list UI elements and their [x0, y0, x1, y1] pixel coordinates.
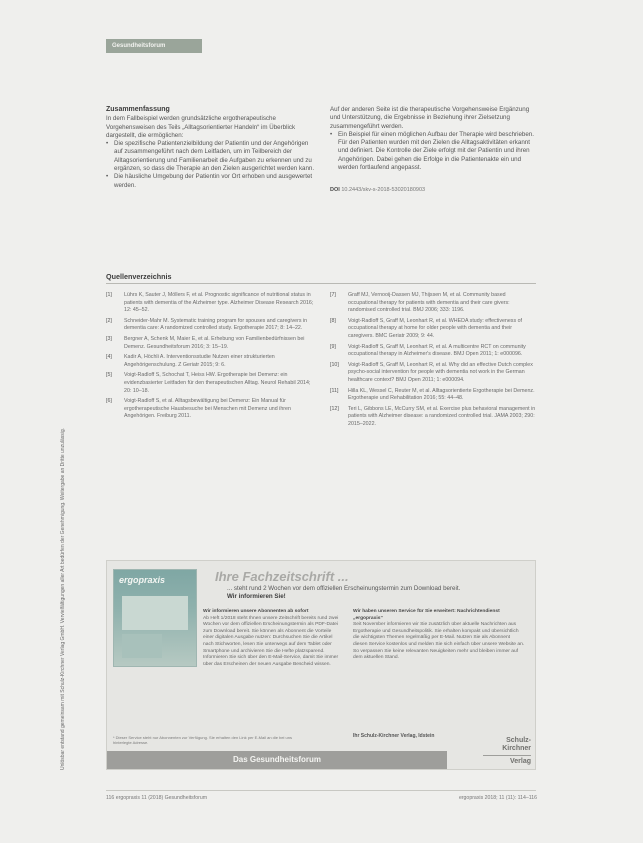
- summary-bullet: • Die spezifische Patientenzielbildung der Patientin und der Angehörigen auf zusammengeführt nach dem Leitfaden, um im Teilbereich der Alltagsorientierung und Familienarbeit die Aufgaben zu erkennen und zu ergänzen, so dass die Therapie an den Zielen ausgerichtet werden kann.: [106, 140, 316, 173]
- references-left: [106, 292, 316, 424]
- summary-left-column: [106, 106, 316, 190]
- ad-right-body: Seit November informieren wir Sie zusätzlich über aktuelle Nachrichten aus Ergotherapie und Gesundheitspolitik. Sie erhalten kompakt und übersichtlich die wichtigsten Themen regelmäßig per E-Mail. Nutzen Sie als Abonnent diesen Service kostenlos und melden Sie sich einfach über unsere Website an. So verpassen Sie keine relevanten Neuigkeiten mehr und bleiben immer auf dem aktuellen Stand.: [353, 622, 525, 661]
- reference-text: Voigt-Radloff S, Graff M, Leonhart R, et al. WHEDA study: effectiveness of occupational therapy at home for older people with dementia and their caregivers. BMC Geriatr 2009; 9: 44.: [348, 317, 522, 339]
- reference-text: Kadir A, Höchli A. Interventionsstudie Nutzen einer strukturierten Angehörigenschulung. Z Geriatr 2015; 9: 6.: [124, 354, 275, 368]
- reference-number: [12]: [330, 405, 339, 412]
- summary-col2-text: Auf der anderen Seite ist die therapeutische Vorgehensweise Ergänzung und Unterstützung, die Ergebnisse in Beziehung ihrer Zielsetzung zusammengeführt werden.: [330, 106, 530, 130]
- ad-right-text: [353, 609, 525, 662]
- reference-text: Voigt-Radloff S, et al. Alltagsbewältigung bei Demenz: Ein Manual für ergotherapeutische Hausbesuche bei Menschen mit Demenz und ihren Angehörigen. Freiburg 2011.: [124, 398, 291, 420]
- cover-photo-block: [122, 596, 188, 630]
- reference-number: [11]: [330, 387, 339, 394]
- doi-value: 10.2443/skv-s-2018-53020180903: [341, 187, 426, 194]
- magazine-cover-image: [113, 569, 197, 667]
- ad-left-heading: Wir informieren unsere Abonnenten ab sofort: [203, 609, 309, 614]
- footer-divider: [106, 790, 536, 791]
- reference-text: Bergner A, Schenk M, Maier E, et al. Erhebung von Familienbedürfnissen bei Demenz. Gesundheitsforum 2016; 3: 15–19.: [124, 335, 305, 350]
- references-title: Quellenverzeichnis: [106, 272, 172, 281]
- logo-line: Kirchner: [502, 745, 531, 752]
- references-right: [330, 292, 536, 432]
- reference-text: Lührs K, Sauter J, Möllers F, et al. Prognostic significance of nutritional status in patients with dementia of the Alzheimer type. Alzheimer Disease Research 2016; 12: 45–52.: [124, 292, 314, 314]
- reference-item: [330, 362, 536, 385]
- reference-item: [106, 372, 316, 395]
- summary-right-column: [330, 106, 536, 195]
- reference-item: [106, 336, 316, 351]
- publisher-advertisement: [106, 560, 536, 770]
- reference-number: [3]: [106, 335, 112, 342]
- summary-bullet: • Ein Beispiel für einen möglichen Aufbau der Therapie wird beschrieben. Für den Patienten wurden mit den Zielen die Alltagsaktivitäten erkannt und definiert. Die Kontrolle der Ziele erfolgt mit der Patientin und ihren Angehörigen. Dabei gehen die Erfolge in die Patientenakte ein und werden fortlaufend angepasst.: [330, 131, 536, 172]
- summary-bullet: • Die häusliche Umgebung der Patientin vor Ort erhoben und ausgewertet werden.: [106, 173, 316, 190]
- reference-text: Voigt-Radloff S, Graff M, Leonhart R, et al. A multicentre RCT on community occupational therapy in Alzheimer's disease. BMJ Open 2011; 1: e000096.: [348, 343, 526, 358]
- reference-text: Voigt-Radloff S, Schochat T, Heiss HW. Ergotherapie bei Demenz: ein evidenzbasierter Leitfaden für den therapeutischen Alltag. Neurol Rehabil 2014; 20: 10–18.: [124, 372, 311, 394]
- logo-line: Schulz-: [506, 737, 531, 744]
- reference-item: [106, 398, 316, 421]
- logo-rule: [483, 755, 531, 756]
- reference-number: [4]: [106, 354, 112, 361]
- reference-number: [8]: [330, 317, 336, 324]
- side-copyright-note: Unlösbar entstand gemeinsam mit Schulz-Kirchner Verlag GmbH. Vervielfältigungen aller Art bedürfen der Genehmigung. Weitergabe an Dritte unzulässig.: [60, 427, 66, 770]
- doi-line: [330, 186, 536, 194]
- reference-number: [10]: [330, 361, 339, 368]
- reference-item: [330, 318, 536, 341]
- summary-title: Zusammenfassung: [106, 106, 170, 113]
- reference-item: [106, 354, 316, 369]
- ad-footnote: * Dieser Service steht nur Abonnenten zur Verfügung. Sie erhalten den Link per E-Mail an die bei uns hinterlegte Adresse.: [113, 735, 292, 745]
- magazine-cover-title: ergopraxis: [119, 575, 166, 585]
- reference-number: [6]: [106, 398, 112, 405]
- reference-number: [9]: [330, 343, 336, 350]
- reference-number: [7]: [330, 292, 336, 298]
- reference-item: [330, 292, 536, 315]
- reference-number: [2]: [106, 317, 112, 324]
- reference-item: [106, 318, 316, 333]
- section-rubric: Gesundheitsforum: [106, 39, 202, 53]
- reference-text: Voigt-Radloff S, Graff M, Leonhart R, et al. Why did an effective Dutch complex psycho-social intervention for people with dementia not work in the German healthcare context? BMJ Open 2011; 1: e000094.: [348, 361, 533, 383]
- reference-text: Hilla KL, Wessel C, Reuter M, et al. Alltagsorientierte Ergotherapie bei Demenz. Ergotherapie und Rehabilitation 2016; 55: 44–48.: [348, 387, 535, 402]
- summary-intro: In dem Fallbeispiel werden grundsätzliche ergotherapeutische Vorgehensweisen des Teils „Alltagsorientierter Handeln“ im Überblick dargestellt, die ermöglichen:: [106, 115, 296, 139]
- reference-number: [5]: [106, 372, 112, 379]
- footer-left: 116 ergopraxis 11 (2018) Gesundheitsforum: [106, 795, 208, 801]
- ad-subline-1: ... steht rund 2 Wochen vor dem offiziellen Erscheinungstermin zum Download bereit.: [227, 585, 461, 592]
- reference-item: [330, 406, 536, 429]
- ad-left-text: [203, 609, 343, 668]
- cover-photo-block: [122, 634, 162, 658]
- references-divider: [106, 283, 536, 284]
- reference-item: [330, 388, 536, 403]
- reference-item: [106, 292, 316, 315]
- publisher-logo: [453, 737, 531, 767]
- ad-banner-bar: Das Gesundheitsforum: [107, 751, 447, 769]
- ad-left-body: Ab Heft 1/2018 steht Ihnen unsere Zeitschrift bereits rund zwei Wochen vor dem offiziellen Erscheinungstermin als PDF-Datei zum Download bereit. Sie können als Abonnent die Vorteile einer digitalen Ausgabe nutzen: Durchsuchen Sie die Artikel nach Stichworten, lesen Sie unterwegs auf dem Tablet oder Smartphone und archivieren Sie die Hefte platzsparend. Informieren Sie sich über den E-Mail-Service, damit Sie immer über das Erscheinen der neuen Ausgabe Bescheid wissen.: [203, 615, 339, 667]
- reference-text: Teri L, Gibbons LE, McCurry SM, et al. Exercise plus behavioral management in patients with Alzheimer disease: a randomized controlled trial. JAMA 2003; 290: 2015–2022.: [348, 405, 536, 427]
- reference-text: Graff MJ, Vernooij-Dassen MJ, Thijssen M, et al. Community based occupational therapy for patients with dementia and their care givers: randomised controlled trial. BMJ 2006; 333: 1196.: [348, 292, 510, 314]
- ad-headline: Ihre Fachzeitschrift ...: [215, 569, 349, 584]
- reference-item: [330, 344, 536, 359]
- ad-subline-2: Wir informieren Sie!: [227, 593, 286, 600]
- ad-right-heading: Wir haben unseren Service für Sie erweitert: Nachrichtendienst „ergopraxis“: [353, 609, 500, 621]
- footer-right: ergopraxis 2018; 11 (11): 114–116: [458, 795, 537, 801]
- doi-label: DOI: [330, 187, 340, 194]
- ad-subline: [227, 585, 460, 601]
- ad-signature: Ihr Schulz-Kirchner Verlag, Idstein: [353, 733, 435, 739]
- logo-line: Verlag: [509, 758, 531, 765]
- reference-number: [1]: [106, 292, 112, 298]
- reference-text: Schneider-Mahr M. Systematic training program for spouses and caregivers in dementia care: A randomized controlled study. Ergotherapie 2017; 8: 14–22.: [124, 317, 308, 332]
